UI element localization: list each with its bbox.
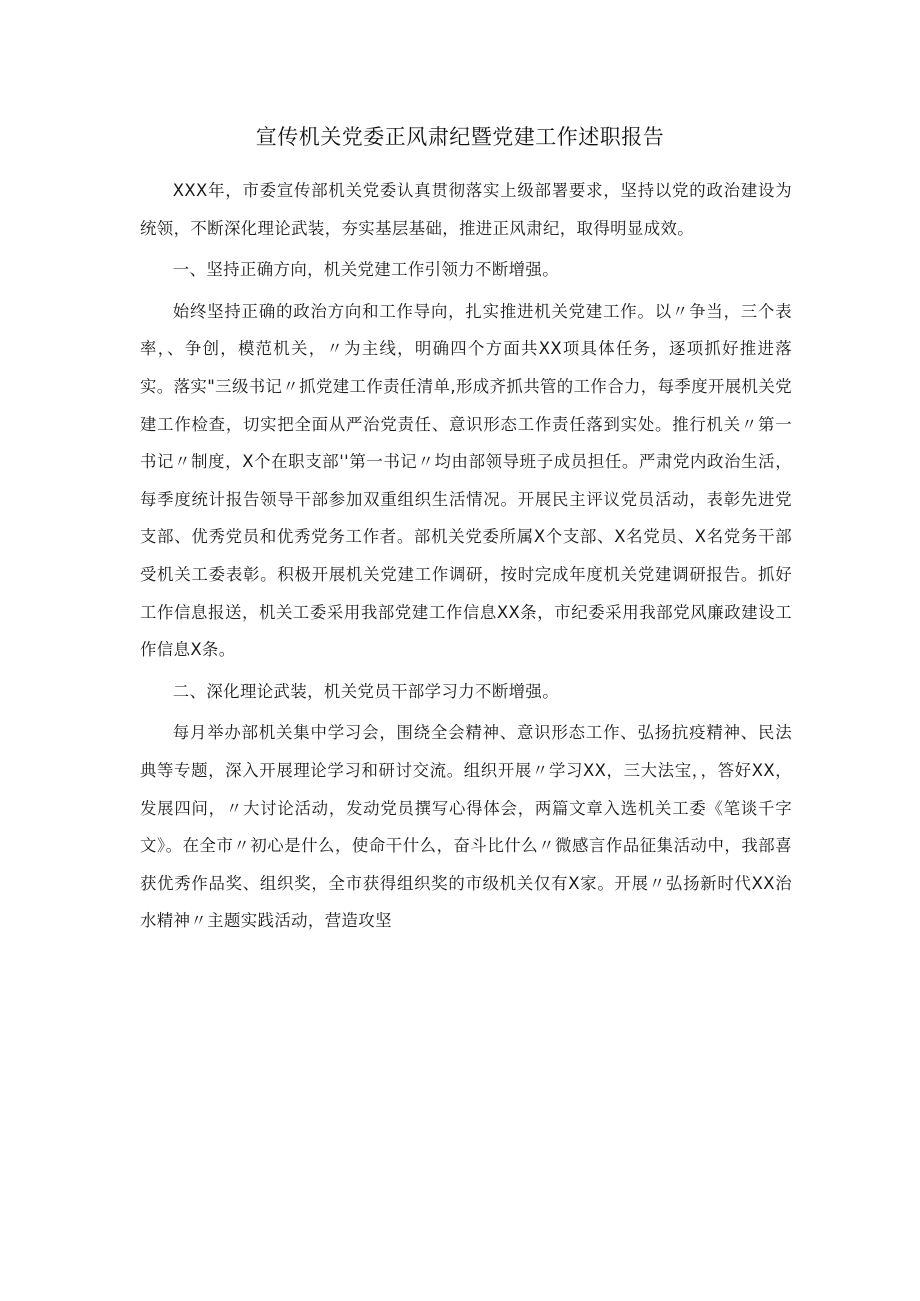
intro-paragraph: XXX年，市委宣传部机关党委认真贯彻落实上级部署要求，坚持以党的政治建设为统领，不断深化理论武装，夯实基层基础，推进正风肃纪，取得明显成效。 [140, 181, 792, 238]
document-title: 宣传机关党委正风肃纪暨党建工作述职报告 [255, 125, 665, 149]
section-1-paragraph: 始终坚持正确的政治方向和工作导向，扎实推进机关党建工作。以〃争当，三个表率，、争创，模范机关，〃为主线，明确四个方面共XX项具体任务，逐项抓好推进落实。落实"三级书记〃抓党建工作责任清单,形成齐抓共管的工作合力，每季度开展机关党建工作检查，切实把全面从严治党责任、意识形态工作责任落到实处。推行机关〃第一书记〃制度，X个在职支部''第一书记〃均由部领导班子成员担任。严肃党内政治生活，每季度统计报告领导干部参加双重组织生活情况。开展民主评议党员活动，表彰先进党支部、优秀党员和优秀党务工作者。部机关党委所属X个支部、X名党员、X名党务干部受机关工委表彰。积极开展机关党建工作调研，按时完成年度机关党建调研报告。抓好工作信息报送，机关工委采用我部党建工作信息XX条，市纪委采用我部党风廉政建设工作信息X条。 [140, 301, 792, 660]
document-body [140, 172, 792, 940]
section-heading-2: 二、深化理论武装，机关党员干部学习力不断增强。 [172, 681, 559, 701]
section-heading-1: 一、坚持正确方向，机关党建工作引领力不断增强。 [172, 260, 559, 280]
section-2-paragraph: 每月举办部机关集中学习会，围绕全会精神、意识形态工作、弘扬抗疫精神、民法典等专题，深入开展理论学习和研讨交流。组织开展〃学习XX，三大法宝，，答好XX，发展四问，〃大讨论活动，发动党员撰写心得体会，两篇文章入选机关工委《笔谈千字文》。在全市〃初心是什么，使命干什么，奋斗比什么〃微感言作品征集活动中，我部喜获优秀作品奖、组织奖，全市获得组织奖的市级机关仅有X家。开展〃弘扬新时代XX治水精神〃主题实践活动，营造攻坚 [140, 723, 792, 931]
